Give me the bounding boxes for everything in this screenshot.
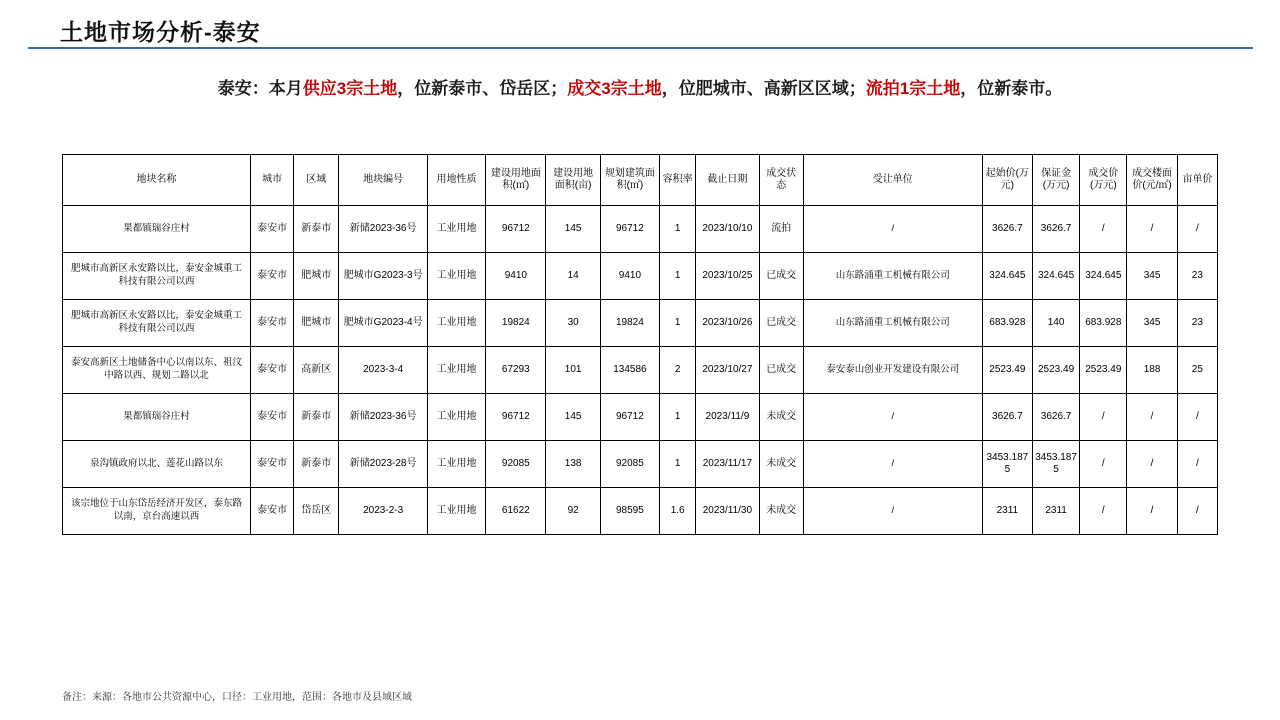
table-row (63, 441, 1218, 488)
cell-area-sqm: 61622 (486, 488, 546, 535)
cell-name: 肥城市高新区永安路以比，泰安金城重工科技有限公司以西 (63, 253, 251, 300)
cell-deposit: 3626.7 (1032, 206, 1079, 253)
cell-floor-price: 188 (1127, 347, 1177, 394)
cell-status: 已成交 (759, 347, 803, 394)
cell-city: 泰安市 (250, 300, 293, 347)
cell-deadline: 2023/10/27 (696, 347, 759, 394)
table-row (63, 206, 1218, 253)
land-table-container (62, 154, 1218, 535)
table-row (63, 488, 1218, 535)
cell-status: 已成交 (759, 253, 803, 300)
page-title: 土地市场分析-泰安 (60, 19, 261, 45)
cell-use: 工业用地 (427, 488, 485, 535)
cell-floor-price: / (1127, 488, 1177, 535)
cell-district: 新泰市 (294, 441, 339, 488)
cell-city: 泰安市 (250, 253, 293, 300)
cell-far: 1 (660, 253, 696, 300)
cell-floor-price: / (1127, 206, 1177, 253)
cell-start-price: 324.645 (982, 253, 1032, 300)
cell-start-price: 3453.1875 (982, 441, 1032, 488)
cell-status: 未成交 (759, 394, 803, 441)
cell-deal-price: / (1080, 488, 1127, 535)
cell-far: 2 (660, 347, 696, 394)
cell-name: 泰安高新区土地储备中心以南以东、祖汶中路以西、规划二路以北 (63, 347, 251, 394)
cell-buyer: / (803, 441, 982, 488)
cell-floor-price: / (1127, 394, 1177, 441)
cell-start-price: 2523.49 (982, 347, 1032, 394)
cell-deposit: 2311 (1032, 488, 1079, 535)
cell-deal-price: 683.928 (1080, 300, 1127, 347)
cell-deposit: 324.645 (1032, 253, 1079, 300)
col-city: 城市 (250, 155, 293, 206)
cell-far: 1 (660, 300, 696, 347)
cell-city: 泰安市 (250, 347, 293, 394)
cell-deposit: 3626.7 (1032, 394, 1079, 441)
cell-area-mu: 145 (546, 394, 600, 441)
cell-buyer: 山东路涌重工机械有限公司 (803, 253, 982, 300)
cell-mu-price: 23 (1177, 300, 1217, 347)
cell-area-mu: 30 (546, 300, 600, 347)
cell-mu-price: 25 (1177, 347, 1217, 394)
table-body (63, 206, 1218, 535)
col-code: 地块编号 (339, 155, 427, 206)
cell-build-area: 134586 (600, 347, 659, 394)
cell-code: 肥城市G2023-4号 (339, 300, 427, 347)
cell-use: 工业用地 (427, 206, 485, 253)
footer-note: 备注：来源：各地市公共资源中心，口径：工业用地，范围：各地市及县域区域 (62, 692, 412, 703)
cell-district: 岱岳区 (294, 488, 339, 535)
cell-floor-price: 345 (1127, 253, 1177, 300)
cell-deal-price: / (1080, 206, 1127, 253)
summary-highlight-failed: 流拍1宗土地 (865, 79, 961, 98)
cell-buyer: 山东路涌重工机械有限公司 (803, 300, 982, 347)
cell-build-area: 96712 (600, 206, 659, 253)
title-divider (28, 47, 1253, 49)
col-deposit: 保证金(万元) (1032, 155, 1079, 206)
cell-area-sqm: 92085 (486, 441, 546, 488)
table-header-row (63, 155, 1218, 206)
cell-buyer: / (803, 488, 982, 535)
cell-start-price: 3626.7 (982, 394, 1032, 441)
cell-deadline: 2023/11/9 (696, 394, 759, 441)
cell-mu-price: / (1177, 394, 1217, 441)
col-start-price: 起始价(万元) (982, 155, 1032, 206)
col-status: 成交状态 (759, 155, 803, 206)
col-deadline: 截止日期 (696, 155, 759, 206)
cell-build-area: 98595 (600, 488, 659, 535)
cell-use: 工业用地 (427, 253, 485, 300)
cell-code: 新储2023-28号 (339, 441, 427, 488)
cell-status: 未成交 (759, 441, 803, 488)
table-row (63, 394, 1218, 441)
cell-mu-price: 23 (1177, 253, 1217, 300)
cell-district: 新泰市 (294, 394, 339, 441)
cell-code: 肥城市G2023-3号 (339, 253, 427, 300)
cell-code: 2023-3-4 (339, 347, 427, 394)
cell-code: 新储2023-36号 (339, 206, 427, 253)
cell-build-area: 96712 (600, 394, 659, 441)
table-row (63, 253, 1218, 300)
cell-start-price: 3626.7 (982, 206, 1032, 253)
cell-floor-price: / (1127, 441, 1177, 488)
cell-district: 高新区 (294, 347, 339, 394)
cell-area-sqm: 19824 (486, 300, 546, 347)
cell-district: 肥城市 (294, 300, 339, 347)
cell-deal-price: / (1080, 394, 1127, 441)
cell-buyer: / (803, 394, 982, 441)
cell-code: 新储2023-36号 (339, 394, 427, 441)
summary-text (0, 74, 1280, 99)
cell-far: 1.6 (660, 488, 696, 535)
cell-area-mu: 138 (546, 441, 600, 488)
col-floor-price: 成交楼面价(元/㎡) (1127, 155, 1177, 206)
cell-deal-price: 324.645 (1080, 253, 1127, 300)
cell-name: 果都镇瑞谷庄村 (63, 206, 251, 253)
cell-use: 工业用地 (427, 300, 485, 347)
cell-far: 1 (660, 394, 696, 441)
cell-area-mu: 92 (546, 488, 600, 535)
cell-area-mu: 101 (546, 347, 600, 394)
cell-name: 果都镇瑞谷庄村 (63, 394, 251, 441)
cell-far: 1 (660, 206, 696, 253)
cell-city: 泰安市 (250, 441, 293, 488)
cell-use: 工业用地 (427, 394, 485, 441)
col-name: 地块名称 (63, 155, 251, 206)
cell-city: 泰安市 (250, 488, 293, 535)
cell-deposit: 140 (1032, 300, 1079, 347)
cell-deadline: 2023/11/30 (696, 488, 759, 535)
cell-city: 泰安市 (250, 206, 293, 253)
cell-start-price: 2311 (982, 488, 1032, 535)
cell-area-sqm: 9410 (486, 253, 546, 300)
cell-code: 2023-2-3 (339, 488, 427, 535)
summary-highlight-supply: 供应3宗土地 (302, 79, 398, 98)
cell-city: 泰安市 (250, 394, 293, 441)
summary-suffix: ，位新泰市。 (960, 79, 1063, 98)
land-table (62, 154, 1218, 535)
summary-prefix: 泰安：本月 (217, 79, 303, 98)
table-header (63, 155, 1218, 206)
cell-start-price: 683.928 (982, 300, 1032, 347)
cell-use: 工业用地 (427, 347, 485, 394)
cell-name: 肥城市高新区永安路以比，泰安金城重工科技有限公司以西 (63, 300, 251, 347)
cell-deadline: 2023/11/17 (696, 441, 759, 488)
cell-area-mu: 14 (546, 253, 600, 300)
col-far: 容积率 (660, 155, 696, 206)
cell-mu-price: / (1177, 206, 1217, 253)
cell-buyer: / (803, 206, 982, 253)
table-row (63, 347, 1218, 394)
cell-deadline: 2023/10/10 (696, 206, 759, 253)
cell-name: 泉沟镇政府以北、莲花山路以东 (63, 441, 251, 488)
cell-mu-price: / (1177, 441, 1217, 488)
cell-deal-price: 2523.49 (1080, 347, 1127, 394)
table-row (63, 300, 1218, 347)
cell-buyer: 泰安泰山创业开发建设有限公司 (803, 347, 982, 394)
cell-district: 肥城市 (294, 253, 339, 300)
cell-build-area: 92085 (600, 441, 659, 488)
summary-highlight-deal: 成交3宗土地 (567, 79, 662, 98)
summary-mid-2: ，位肥城市、高新区区域； (661, 79, 866, 98)
col-buyer: 受让单位 (803, 155, 982, 206)
cell-mu-price: / (1177, 488, 1217, 535)
cell-status: 已成交 (759, 300, 803, 347)
col-area-sqm: 建设用地面积(㎡) (486, 155, 546, 206)
cell-deposit: 3453.1875 (1032, 441, 1079, 488)
cell-district: 新泰市 (294, 206, 339, 253)
cell-area-sqm: 96712 (486, 206, 546, 253)
col-mu-price: 亩单价 (1177, 155, 1217, 206)
cell-use: 工业用地 (427, 441, 485, 488)
cell-build-area: 19824 (600, 300, 659, 347)
cell-area-sqm: 67293 (486, 347, 546, 394)
cell-area-sqm: 96712 (486, 394, 546, 441)
col-district: 区域 (294, 155, 339, 206)
cell-status: 未成交 (759, 488, 803, 535)
cell-floor-price: 345 (1127, 300, 1177, 347)
col-deal-price: 成交价(万元) (1080, 155, 1127, 206)
cell-status: 流拍 (759, 206, 803, 253)
cell-deposit: 2523.49 (1032, 347, 1079, 394)
col-area-mu: 建设用地面积(亩) (546, 155, 600, 206)
cell-deal-price: / (1080, 441, 1127, 488)
col-build-area: 规划建筑面积(㎡) (600, 155, 659, 206)
cell-deadline: 2023/10/25 (696, 253, 759, 300)
cell-name: 该宗地位于山东岱岳经济开发区，泰东路以南，京台高速以西 (63, 488, 251, 535)
summary-mid-1: ，位新泰市、岱岳区； (397, 79, 568, 98)
cell-area-mu: 145 (546, 206, 600, 253)
cell-deadline: 2023/10/26 (696, 300, 759, 347)
cell-far: 1 (660, 441, 696, 488)
cell-build-area: 9410 (600, 253, 659, 300)
col-use: 用地性质 (427, 155, 485, 206)
